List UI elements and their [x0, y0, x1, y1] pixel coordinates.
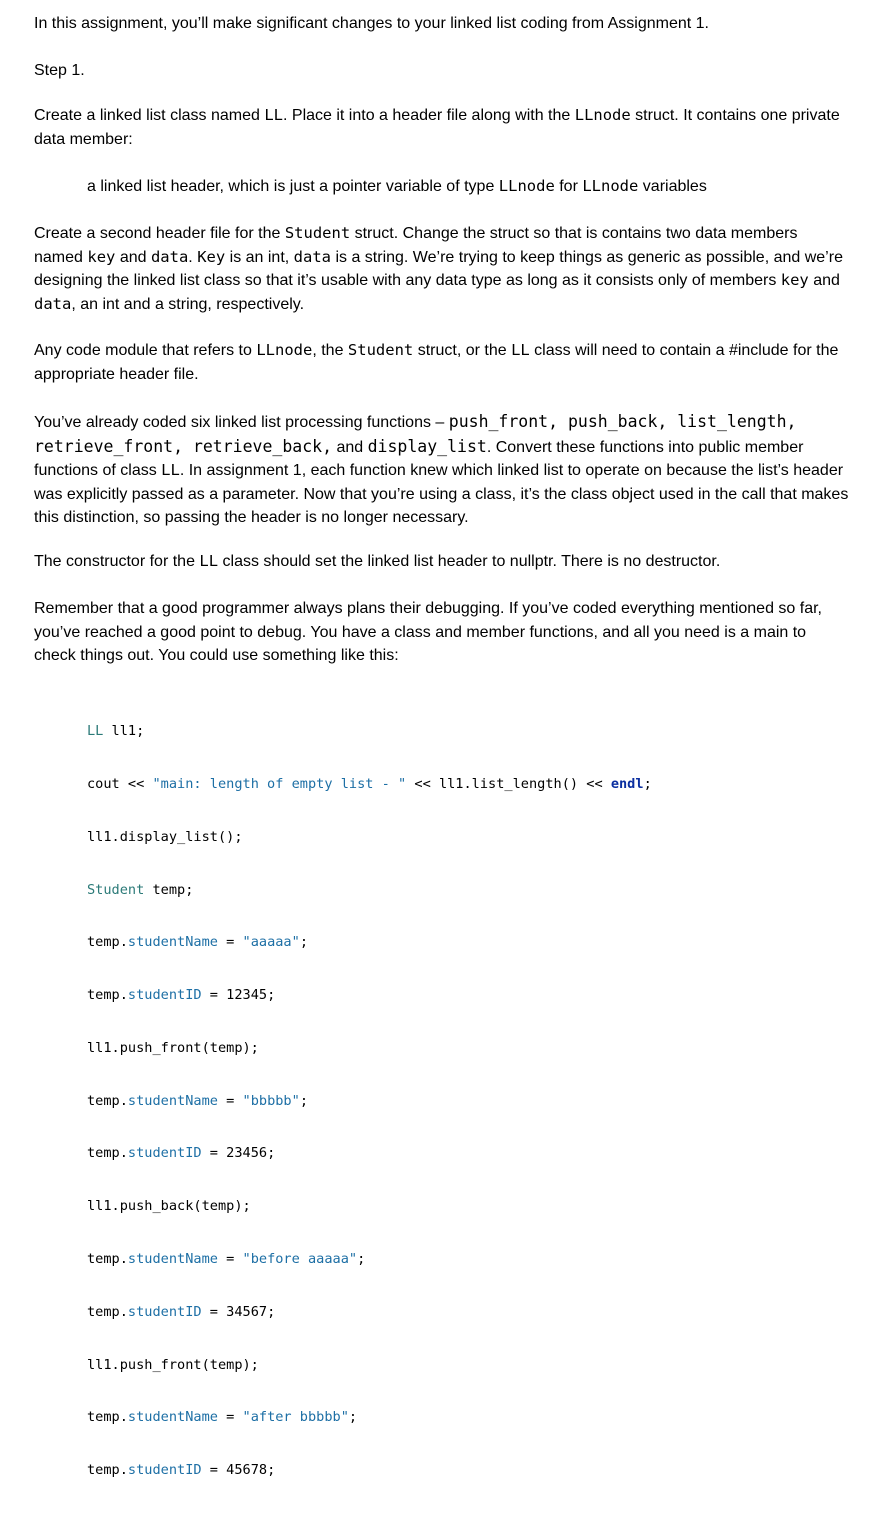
p3-code-key-2: Key	[197, 247, 226, 266]
code-token: "aaaaa"	[242, 934, 300, 951]
p3-text-c: struct. Change the struct so that is contains two data members named	[34, 225, 798, 266]
code-token: =	[217, 1409, 243, 1426]
p3-text-k: is a string. We’re trying to keep things as generic as possible, and we’re designing the linked list class so that it’s usable with any data type as long as it consists only of members	[34, 248, 843, 289]
p5-code-display-list: display_list	[367, 436, 487, 456]
p5-code-functions-1: push_front, push_back, list_length,	[448, 412, 797, 431]
code-token: ll1.push_back(temp);	[87, 1198, 251, 1215]
code-line	[87, 1093, 847, 1111]
p5-code-functions-2: retrieve_front, retrieve_back,	[34, 436, 333, 456]
code-token: studentID	[127, 987, 202, 1004]
p4-code-llnode: LLnode	[256, 341, 313, 359]
code-token: 12345;	[226, 987, 276, 1004]
p2-code-llnode-2: LLnode	[582, 177, 639, 195]
code-token: ;	[643, 775, 652, 792]
code-token: temp.	[87, 934, 128, 951]
code-line	[87, 1251, 847, 1269]
code-token: studentName	[127, 1092, 218, 1109]
code-token: "after bbbbb"	[242, 1409, 349, 1426]
intro-text: In this assignment, you’ll make significant changes to your linked list coding from Assignment 1.	[34, 15, 709, 32]
code-token: =	[201, 987, 227, 1004]
code-token: ll1.display_list();	[87, 828, 243, 845]
code-token: studentName	[127, 1251, 218, 1267]
p1-code-llnode: LLnode	[574, 106, 631, 124]
code-token: temp.	[87, 1409, 128, 1426]
p3-text-g: .	[188, 248, 198, 266]
p3-code-key-3: key	[780, 271, 809, 289]
step-heading	[34, 59, 850, 83]
code-token: "before aaaaa"	[242, 1251, 358, 1267]
code-token: LL	[87, 723, 104, 740]
p1-text-c: . Place it into a header file along with the	[283, 107, 575, 124]
code-line	[87, 829, 847, 847]
p4-text-g: class will need to contain a #include for the appropriate header file.	[34, 342, 839, 383]
code-line	[87, 987, 847, 1005]
code-line	[87, 1462, 847, 1480]
p3-code-data-3: data	[34, 294, 72, 313]
code-token: ll1;	[103, 723, 145, 740]
p3-code-data-2: data	[293, 247, 331, 266]
code-token: studentID	[127, 1303, 202, 1320]
code-token: << ll1.list_length() <<	[406, 775, 611, 792]
code-line	[87, 776, 847, 794]
p4-text-a: Any code module that refers to	[34, 342, 257, 359]
code-token: Student	[87, 881, 145, 898]
code-token: =	[217, 934, 243, 951]
code-token: temp.	[87, 1462, 128, 1479]
code-token: ;	[299, 1092, 308, 1109]
p5-text-h: . In assignment 1, each function knew which linked list to operate on because the list’s header was explicitly passed as a parameter. Now that you’re using a class, it’s the class object used in the call that makes this distinction, so passing the header is no longer necessary.	[34, 462, 849, 526]
code-token: temp.	[87, 987, 128, 1004]
paragraph-member-functions	[34, 410, 850, 530]
p5-text-a: You’ve already coded six linked list processing functions –	[34, 414, 449, 431]
code-line	[87, 1357, 847, 1375]
code-token: temp.	[87, 1145, 128, 1162]
p6-text-c: class should set the linked list header to nullptr. There is no destructor.	[218, 553, 721, 570]
code-line	[87, 1198, 847, 1216]
p2-text-a: a linked list header, which is just a pointer variable of type	[87, 178, 499, 195]
code-line	[87, 723, 847, 741]
code-token: temp;	[144, 881, 194, 898]
intro-paragraph	[34, 12, 850, 36]
code-token: ;	[348, 1409, 358, 1426]
p6-text-a: The constructor for the	[34, 553, 200, 570]
p1-text-a: Create a linked list class named	[34, 107, 265, 124]
paragraph-constructor	[34, 550, 850, 574]
code-token: "main: length of empty list - "	[152, 775, 407, 792]
code-token: =	[201, 1303, 227, 1320]
code-token: temp.	[87, 1251, 128, 1267]
code-token: =	[217, 1251, 243, 1267]
code-token: temp.	[87, 1303, 128, 1320]
p5-text-d: and	[332, 438, 368, 456]
p7-text: Remember that a good programmer always plans their debugging. If you’ve coded everything mentioned so far, you’ve reached a good point to debug. You have a class and member functions, and all you need is a main to check things out. You could use something like this:	[34, 600, 822, 664]
code-line	[87, 1304, 847, 1322]
code-example	[87, 688, 847, 1515]
code-token: =	[201, 1462, 227, 1479]
code-token: studentID	[127, 1145, 202, 1162]
p4-text-c: , the	[312, 342, 348, 359]
p5-code-ll: LL	[161, 461, 180, 479]
p3-code-data: data	[150, 247, 189, 266]
p5-text-f: . Convert these functions into public member functions of class	[34, 438, 804, 479]
p3-text-o: , an int and a string, respectively.	[71, 295, 305, 313]
code-token: =	[217, 1092, 243, 1109]
p2-code-llnode-1: LLnode	[498, 177, 555, 195]
p4-text-e: struct, or the	[413, 342, 512, 359]
code-line	[87, 1145, 847, 1163]
p6-code-ll: LL	[199, 552, 219, 570]
code-token: ll1.push_front(temp);	[87, 1356, 259, 1373]
paragraph-ll-class	[34, 104, 850, 151]
code-token: ;	[299, 934, 308, 951]
paragraph-header-member	[87, 175, 847, 199]
p1-text-e: struct. It contains one private data member:	[34, 107, 840, 148]
code-line	[87, 934, 847, 952]
code-token: 45678;	[226, 1462, 276, 1479]
code-token: temp.	[87, 1092, 128, 1109]
code-token: 34567;	[226, 1303, 276, 1320]
code-token: studentName	[127, 1409, 218, 1426]
code-token: =	[201, 1145, 227, 1162]
p4-code-ll: LL	[511, 341, 530, 359]
code-token: "bbbbb"	[242, 1092, 300, 1109]
code-token: 23456;	[226, 1145, 276, 1162]
code-token: endl	[610, 775, 644, 792]
p3-text-i: is an int,	[225, 248, 294, 266]
p2-text-c: for	[554, 178, 583, 195]
step-heading-text: Step 1.	[34, 62, 85, 79]
p1-code-ll: LL	[264, 106, 283, 124]
code-line	[87, 882, 847, 900]
p2-text-e: variables	[638, 178, 707, 195]
paragraph-include	[34, 339, 850, 386]
p3-text-a: Create a second header file for the	[34, 225, 285, 242]
code-token: studentName	[127, 934, 218, 951]
p3-code-key: key	[87, 247, 116, 266]
p4-code-student: Student	[347, 341, 414, 359]
p3-text-e: and	[115, 248, 151, 266]
code-line	[87, 1409, 847, 1427]
code-token: cout <<	[87, 775, 153, 792]
p3-code-student: Student	[284, 224, 351, 242]
code-token: ll1.push_front(temp);	[87, 1039, 259, 1056]
code-token: studentID	[127, 1462, 202, 1479]
code-token: ;	[357, 1251, 366, 1267]
code-line	[87, 1040, 847, 1058]
paragraph-debugging	[34, 597, 850, 668]
p3-text-m: and	[808, 272, 840, 289]
paragraph-student-struct	[34, 222, 850, 316]
